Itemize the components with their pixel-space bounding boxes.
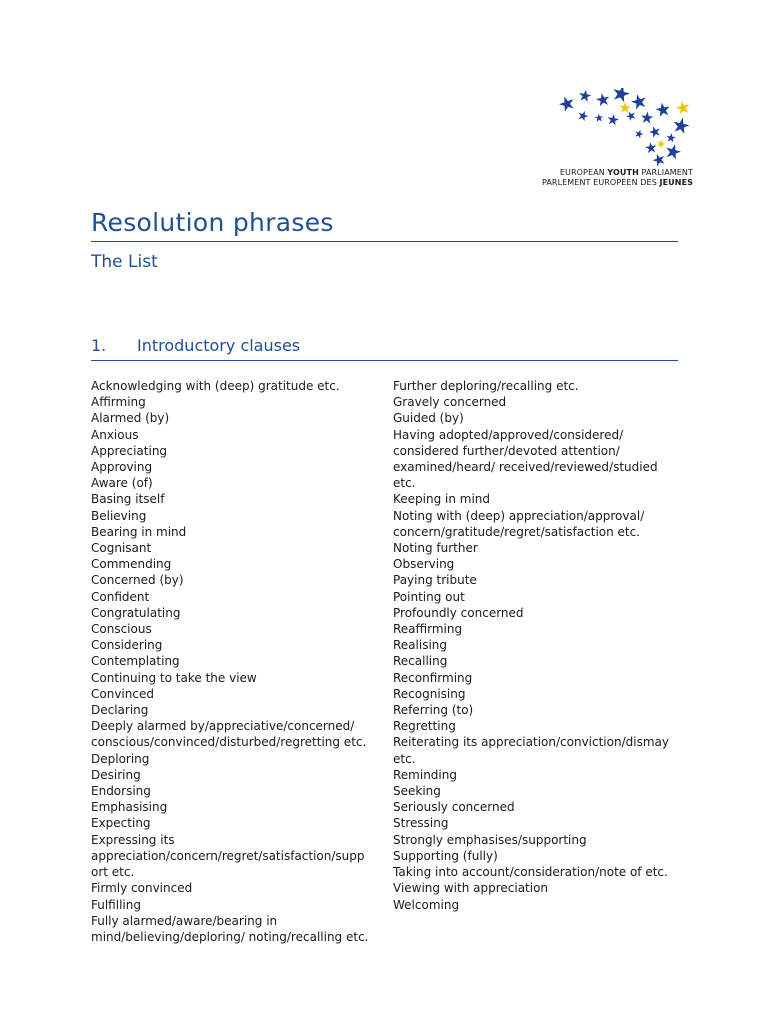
phrase-item: Recognising [393, 686, 466, 701]
phrase-item: Strongly emphasises/supporting [393, 832, 587, 847]
phrase-item: Conscious [91, 622, 152, 637]
phrase-item: Welcoming [393, 897, 460, 912]
page-subtitle: The List [91, 252, 158, 272]
eyp-logo [537, 88, 697, 196]
phrase-item: Basing itself [91, 492, 165, 507]
phrase-item: Keeping in mind [393, 492, 491, 507]
phrase-item: Affirming [91, 395, 146, 410]
phrase-item: Realising [393, 638, 448, 653]
section-number: 1. [91, 336, 107, 355]
phrase-item: Appreciating [91, 443, 168, 458]
phrase-item: Contemplating [91, 654, 180, 669]
phrase-item: Regretting [393, 719, 456, 734]
phrase-item: Considering [91, 638, 163, 653]
phrase-item: Viewing with appreciation [393, 881, 549, 896]
section-title: Introductory clauses [137, 336, 301, 355]
phrase-item: Declaring [91, 703, 149, 718]
phrase-item: Anxious [91, 427, 139, 442]
phrase-item: Observing [393, 557, 455, 572]
phrase-item: Fully alarmed/aware/bearing in [91, 913, 278, 928]
logo-wordmark [537, 168, 693, 188]
phrase-item: Pointing out [393, 589, 465, 604]
phrase-item: Seeking [393, 784, 441, 799]
phrase-item: Convinced [91, 686, 154, 701]
phrase-item: Referring (to) [393, 703, 474, 718]
phrase-item: Cognisant [91, 541, 152, 556]
logo-line-french: PARLEMENT EUROPÉEN DES JEUNES [541, 178, 693, 187]
title-divider [91, 241, 678, 242]
phrase-item: appreciation/concern/regret/satisfaction/supp [91, 848, 365, 863]
phrase-item: Firmly convinced [91, 881, 193, 896]
phrase-list-left [91, 378, 373, 945]
phrase-item: Taking into account/consideration/note of etc. [393, 865, 668, 880]
phrase-item: Aware (of) [91, 476, 153, 491]
phrase-item: Expecting [91, 816, 151, 831]
phrase-item: Believing [91, 508, 147, 523]
phrase-item: Stressing [393, 816, 449, 831]
phrase-item: Endorsing [91, 784, 151, 799]
page-title: Resolution phrases [91, 208, 334, 237]
phrase-item: Fulfilling [91, 897, 141, 912]
phrase-item: mind/believing/deploring/ noting/recalling etc. [91, 929, 369, 944]
phrase-item: Desiring [91, 767, 141, 782]
phrase-item: Alarmed (by) [91, 411, 170, 426]
section-divider [91, 360, 678, 361]
phrase-item: Noting with (deep) appreciation/approval/ [393, 508, 645, 523]
phrase-item: Expressing its [91, 832, 175, 847]
phrase-item: Seriously concerned [393, 800, 515, 815]
phrase-item: Deploring [91, 751, 150, 766]
phrase-item: Congratulating [91, 605, 181, 620]
phrase-item: Having adopted/approved/considered/ [393, 427, 624, 442]
phrase-item: conscious/convinced/disturbed/regretting etc. [91, 735, 367, 750]
phrase-item: etc. [393, 751, 416, 766]
logo-line-english: EUROPEAN YOUTH PARLIAMENT [559, 168, 693, 177]
phrase-item: Reiterating its appreciation/conviction/dismay [393, 735, 669, 750]
phrase-item: etc. [393, 476, 416, 491]
phrase-item: ort etc. [91, 865, 135, 880]
phrase-item: Guided (by) [393, 411, 464, 426]
phrase-item: Acknowledging with (deep) gratitude etc. [91, 379, 340, 393]
phrase-item: Paying tribute [393, 573, 477, 588]
phrase-item: Reminding [393, 767, 457, 782]
phrase-item: Approving [91, 460, 153, 475]
phrase-item: Recalling [393, 654, 448, 669]
phrase-item: Reconfirming [393, 670, 473, 685]
phrase-item: considered further/devoted attention/ [393, 443, 620, 458]
section-heading [91, 334, 300, 358]
phrase-item: Concerned (by) [91, 573, 184, 588]
phrase-item: Further deploring/recalling etc. [393, 379, 579, 393]
phrase-item: Gravely concerned [393, 395, 507, 410]
phrase-item: examined/heard/ received/reviewed/studied [393, 460, 658, 475]
phrase-item: Confident [91, 589, 150, 604]
phrase-item: Noting further [393, 541, 478, 556]
phrase-item: Bearing in mind [91, 524, 187, 539]
phrase-list-right [393, 378, 678, 913]
phrase-item: Deeply alarmed by/appreciative/concerned/ [91, 719, 355, 734]
stars-icon [555, 88, 697, 168]
phrase-item: Profoundly concerned [393, 605, 524, 620]
phrase-item: Continuing to take the view [91, 670, 257, 685]
phrase-item: Reaffirming [393, 622, 463, 637]
phrase-item: Emphasising [91, 800, 168, 815]
phrase-item: Commending [91, 557, 172, 572]
phrase-item: Supporting (fully) [393, 848, 498, 863]
phrase-item: concern/gratitude/regret/satisfaction etc. [393, 524, 641, 539]
